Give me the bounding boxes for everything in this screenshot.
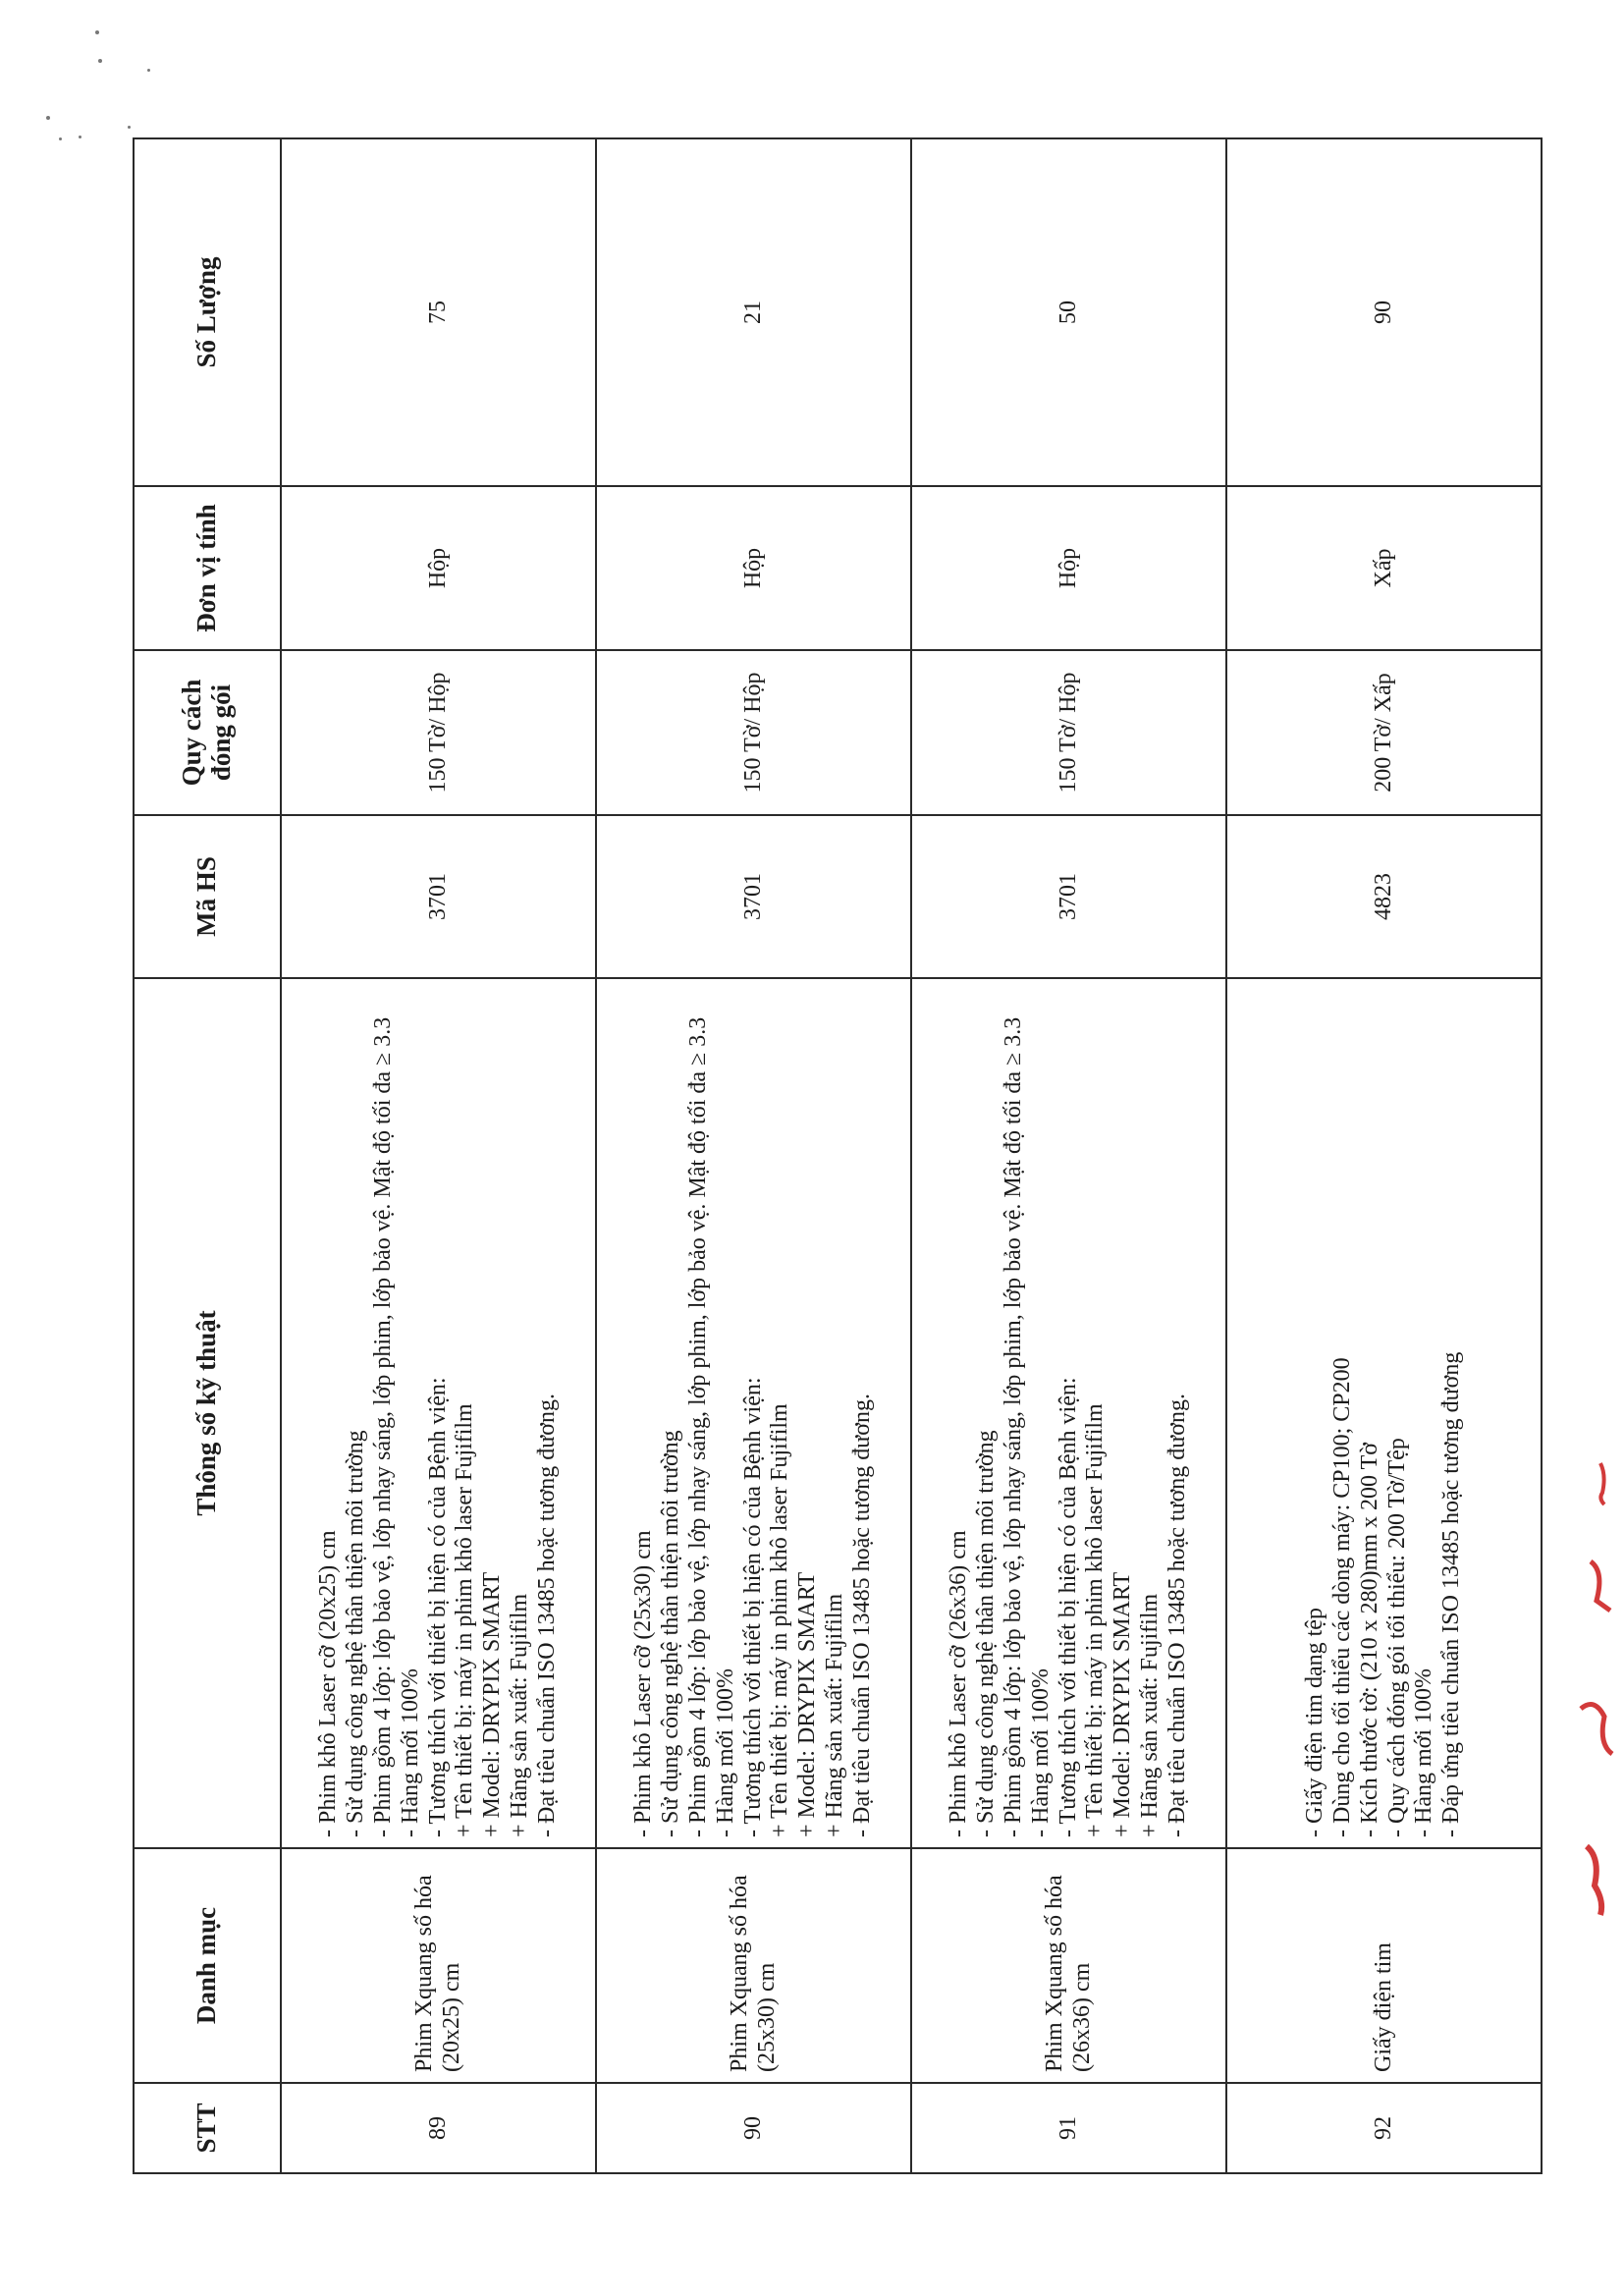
row-packaging: 150 Tờ/ Hộp xyxy=(281,650,596,815)
spec-line: - Tương thích với thiết bị hiện có của Bệnh viện: xyxy=(739,1377,766,1837)
table-header-row xyxy=(134,138,281,2173)
spec-line: - Sử dụng công nghệ thân thiện môi trường xyxy=(343,1430,369,1837)
spec-line: - Phim khô Laser cỡ (26x36) cm xyxy=(946,1530,972,1837)
header-unit: Đơn vị tính xyxy=(134,486,281,650)
row-spec xyxy=(596,978,911,1848)
row-unit: Xấp xyxy=(1226,486,1542,650)
row-hs-code: 3701 xyxy=(281,815,596,978)
row-unit: Hộp xyxy=(596,486,911,650)
technical-spec-table xyxy=(133,137,1543,2174)
row-hs-code: 3701 xyxy=(596,815,911,978)
row-stt: 92 xyxy=(1226,2083,1542,2173)
row-stt: 89 xyxy=(281,2083,596,2173)
table-row xyxy=(1226,138,1542,2173)
spec-line: + Tên thiết bị: máy in phim khô laser Fujifilm xyxy=(1082,1403,1109,1837)
row-category: Phim Xquang số hóa (25x30) cm xyxy=(596,1848,911,2083)
table-row xyxy=(596,138,911,2173)
table-row xyxy=(911,138,1226,2173)
spec-line: - Hàng mới 100% xyxy=(1411,1668,1437,1837)
spec-line: - Đạt tiêu chuẩn ISO 13485 hoặc tương đương. xyxy=(533,1394,560,1837)
spec-line: - Sử dụng công nghệ thân thiện môi trường xyxy=(658,1430,684,1837)
spec-line: - Đạt tiêu chuẩn ISO 13485 hoặc tương đương. xyxy=(848,1394,875,1837)
row-quantity: 50 xyxy=(911,138,1226,486)
spec-line: + Model: DRYPIX SMART xyxy=(1110,1571,1136,1837)
row-spec xyxy=(911,978,1226,1848)
header-spec: Thông số kỹ thuật xyxy=(134,978,281,1848)
scan-speckle-marks xyxy=(0,0,1624,196)
spec-line: - Đạt tiêu chuẩn ISO 13485 hoặc tương đương. xyxy=(1164,1394,1190,1837)
row-category: Phim Xquang số hóa (20x25) cm xyxy=(281,1848,596,2083)
row-quantity: 21 xyxy=(596,138,911,486)
spec-line: - Giấy điện tim dạng tệp xyxy=(1302,1608,1328,1837)
row-packaging: 200 Tờ/ Xấp xyxy=(1226,650,1542,815)
red-pen-signature-mark xyxy=(1561,1453,1620,1925)
spec-line: - Hàng mới 100% xyxy=(397,1668,423,1837)
row-spec xyxy=(1226,978,1542,1848)
spec-line: - Phim khô Laser cỡ (20x25) cm xyxy=(315,1530,342,1837)
row-stt: 90 xyxy=(596,2083,911,2173)
spec-line: - Hàng mới 100% xyxy=(712,1668,738,1837)
header-stt: STT xyxy=(134,2083,281,2173)
spec-line: - Phim khô Laser cỡ (25x30) cm xyxy=(630,1530,657,1837)
spec-line: - Sử dụng công nghệ thân thiện môi trường xyxy=(973,1430,1000,1837)
spec-line: - Tương thích với thiết bị hiện có của Bệnh viện: xyxy=(424,1377,451,1837)
header-category: Danh mục xyxy=(134,1848,281,2083)
spec-line: - Hàng mới 100% xyxy=(1027,1668,1054,1837)
row-quantity: 90 xyxy=(1226,138,1542,486)
spec-line: - Kích thước tờ: (210 x 280)mm x 200 Tờ xyxy=(1356,1443,1382,1837)
row-packaging: 150 Tờ/ Hộp xyxy=(596,650,911,815)
header-packaging: Quy cách đóng gói xyxy=(134,650,281,815)
spec-line: - Phim gồm 4 lớp: lớp bảo vệ, lớp nhạy sáng, lớp phim, lớp bảo vệ. Mật độ tối đa ≥ 3.3 xyxy=(369,1016,396,1837)
spec-line: + Model: DRYPIX SMART xyxy=(794,1571,821,1837)
row-hs-code: 3701 xyxy=(911,815,1226,978)
spec-line: + Hãng sản xuất: Fujifilm xyxy=(507,1593,533,1837)
spec-line: + Tên thiết bị: máy in phim khô laser Fujifilm xyxy=(767,1403,793,1837)
spec-line: - Đáp ứng tiêu chuẩn ISO 13485 hoặc tương đương xyxy=(1438,1351,1465,1837)
spec-line: + Hãng sản xuất: Fujifilm xyxy=(1137,1593,1164,1837)
spec-line: - Tương thích với thiết bị hiện có của Bệnh viện: xyxy=(1055,1377,1081,1837)
row-stt: 91 xyxy=(911,2083,1226,2173)
row-unit: Hộp xyxy=(911,486,1226,650)
spec-line: + Tên thiết bị: máy in phim khô laser Fujifilm xyxy=(452,1403,478,1837)
row-packaging: 150 Tờ/ Hộp xyxy=(911,650,1226,815)
row-quantity: 75 xyxy=(281,138,596,486)
header-hs-code: Mã HS xyxy=(134,815,281,978)
table-row xyxy=(281,138,596,2173)
landscape-table-sheet xyxy=(133,139,1465,2174)
spec-line: - Quy cách đóng gói tối thiểu: 200 Tờ/Tệp xyxy=(1383,1438,1410,1837)
spec-line: - Phim gồm 4 lớp: lớp bảo vệ, lớp nhạy sáng, lớp phim, lớp bảo vệ. Mật độ tối đa ≥ 3.3 xyxy=(684,1016,711,1837)
spec-line: + Hãng sản xuất: Fujifilm xyxy=(822,1593,848,1837)
spec-line: - Dùng cho tối thiểu các dòng máy: CP100; CP200 xyxy=(1328,1357,1355,1837)
spec-line: - Phim gồm 4 lớp: lớp bảo vệ, lớp nhạy sáng, lớp phim, lớp bảo vệ. Mật độ tối đa ≥ 3.3 xyxy=(1000,1016,1026,1837)
row-category: Giấy điện tim xyxy=(1226,1848,1542,2083)
row-hs-code: 4823 xyxy=(1226,815,1542,978)
spec-line: + Model: DRYPIX SMART xyxy=(479,1571,506,1837)
row-unit: Hộp xyxy=(281,486,596,650)
header-quantity: Số Lượng xyxy=(134,138,281,486)
row-spec xyxy=(281,978,596,1848)
row-category: Phim Xquang số hóa (26x36) cm xyxy=(911,1848,1226,2083)
